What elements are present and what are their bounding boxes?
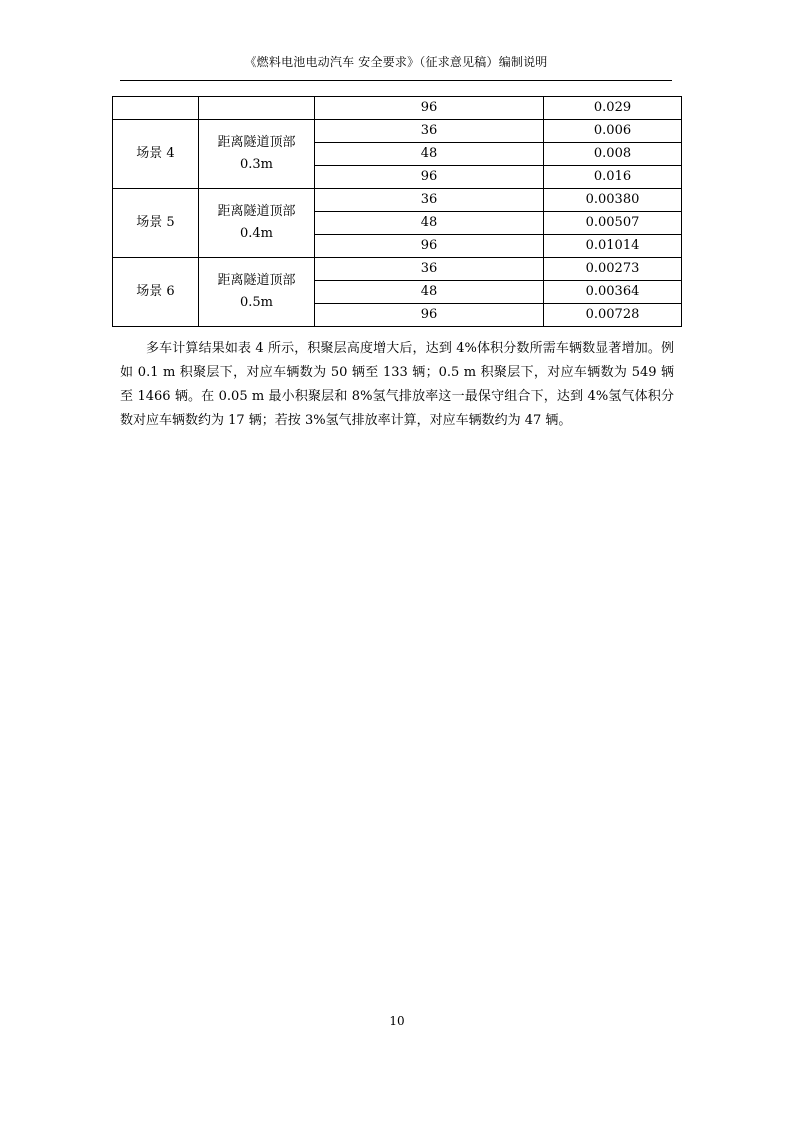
distance-cell bbox=[199, 189, 315, 258]
concentration-cell: 0.006 bbox=[544, 120, 682, 143]
table-row bbox=[113, 189, 682, 212]
concentration-cell: 0.00364 bbox=[544, 281, 682, 304]
concentration-cell: 0.00380 bbox=[544, 189, 682, 212]
body-paragraph bbox=[120, 337, 674, 433]
concentration-cell: 0.01014 bbox=[544, 235, 682, 258]
vehicle-count-cell: 48 bbox=[315, 143, 544, 166]
vehicle-count-cell: 96 bbox=[315, 166, 544, 189]
vehicle-count-cell: 48 bbox=[315, 281, 544, 304]
scene-cell: 场景 6 bbox=[113, 258, 199, 327]
vehicle-count-cell: 96 bbox=[315, 304, 544, 327]
vehicle-count-cell: 36 bbox=[315, 258, 544, 281]
distance-value: 0.5m bbox=[239, 295, 273, 310]
concentration-cell: 0.00507 bbox=[544, 212, 682, 235]
table-row bbox=[113, 97, 682, 120]
scene-cell bbox=[113, 97, 199, 120]
distance-cell bbox=[199, 97, 315, 120]
distance-label: 距离隧道顶部 bbox=[217, 135, 296, 150]
concentration-cell: 0.029 bbox=[544, 97, 682, 120]
table-row bbox=[113, 120, 682, 143]
page-number: 10 bbox=[389, 1014, 405, 1028]
vehicle-count-cell: 48 bbox=[315, 212, 544, 235]
vehicle-count-cell: 36 bbox=[315, 189, 544, 212]
scene-cell: 场景 4 bbox=[113, 120, 199, 189]
vehicle-count-cell: 36 bbox=[315, 120, 544, 143]
running-header: 《燃料电池电动汽车 安全要求》（征求意见稿）编制说明 bbox=[244, 55, 548, 69]
paragraph-text: 多车计算结果如表 4 所示，积聚层高度增大后，达到 4%体积分数所需车辆数显著增加。例如 0.1 m 积聚层下，对应车辆数为 50 辆至 133 辆；0.5 m 积聚层下，对应车辆数为 549 辆至 1466 辆。在 0.05 m 最小积聚层和 8%氢气排放率这一最保守组合下，达到 4%氢气体积分数对应车辆数约为 17 辆；若按 3%氢气排放率计算，对应车辆数约为 47 辆。 bbox=[120, 341, 674, 428]
table-row bbox=[113, 258, 682, 281]
distance-value: 0.4m bbox=[239, 226, 273, 241]
vehicle-count-cell: 96 bbox=[315, 235, 544, 258]
concentration-cell: 0.00273 bbox=[544, 258, 682, 281]
scene-cell: 场景 5 bbox=[113, 189, 199, 258]
results-table bbox=[112, 96, 682, 327]
concentration-cell: 0.016 bbox=[544, 166, 682, 189]
distance-label: 距离隧道顶部 bbox=[217, 204, 296, 219]
distance-cell bbox=[199, 258, 315, 327]
vehicle-count-cell: 96 bbox=[315, 97, 544, 120]
distance-label: 距离隧道顶部 bbox=[217, 273, 296, 288]
header-rule bbox=[120, 80, 672, 81]
concentration-cell: 0.008 bbox=[544, 143, 682, 166]
concentration-cell: 0.00728 bbox=[544, 304, 682, 327]
distance-cell bbox=[199, 120, 315, 189]
distance-value: 0.3m bbox=[239, 157, 273, 172]
